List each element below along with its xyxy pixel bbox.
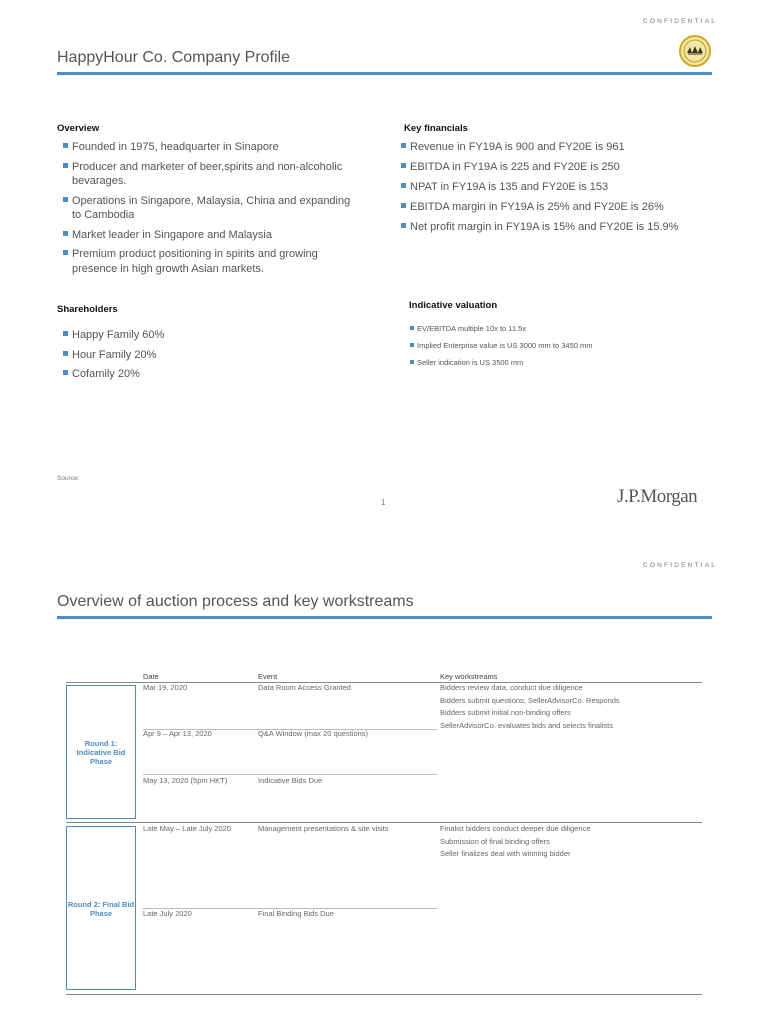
list-item: Founded in 1975, headquarter in Sinapore xyxy=(57,140,357,155)
list-item: Market leader in Singapore and Malaysia xyxy=(57,228,357,243)
round-1-date-1: Mar 19, 2020 xyxy=(143,683,188,692)
page-title: Overview of auction process and key workstreams xyxy=(57,593,414,610)
round-1-event-2: Q&A Window (max 20 questions) xyxy=(258,729,369,738)
workstream-item: Finalist bidders conduct deeper due diligence xyxy=(440,824,591,833)
round-divider xyxy=(66,822,702,823)
list-item: Producer and marketer of beer,spirits and non-alcoholic bevarages. xyxy=(57,160,357,189)
workstream-item: SellerAdvisorCo. evaluates bids and selects finalists xyxy=(440,720,614,730)
overview-section xyxy=(57,123,357,276)
overview-list xyxy=(57,140,357,276)
shareholders-heading: Shareholders xyxy=(57,304,118,315)
round-1-date-3: May 13, 2020 (5pm HKT) xyxy=(143,776,228,785)
row-divider xyxy=(143,774,437,775)
list-item: EV/EBITDA multiple 10x to 11.5x xyxy=(405,324,709,334)
title-rule xyxy=(57,616,712,619)
valuation-list xyxy=(405,324,709,368)
column-header-date: Date xyxy=(143,672,159,681)
list-item: Hour Family 20% xyxy=(57,348,357,363)
column-header-event: Event xyxy=(258,672,278,681)
happyhour-logo-icon xyxy=(679,35,711,67)
table-bottom-rule xyxy=(66,994,702,995)
shareholders-list xyxy=(57,328,357,382)
round-2-date-1: Late May – Late July 2020 xyxy=(143,824,231,833)
round-2-workstreams xyxy=(440,824,702,859)
list-item: Operations in Singapore, Malaysia, China and expanding to Cambodia xyxy=(57,194,357,223)
key-financials-heading: Key financials xyxy=(404,123,468,134)
workstream-item: Submission of final binding offers xyxy=(440,836,550,846)
round-1-box xyxy=(66,685,136,819)
round-2-event-2: Final Binding Bids Due xyxy=(258,909,334,918)
page-title: HappyHour Co. Company Profile xyxy=(57,49,290,66)
overview-heading: Overview xyxy=(57,123,100,134)
round-1-event-1: Data Room Access Granted xyxy=(258,683,351,692)
shareholders-section xyxy=(57,304,357,382)
list-item: Net profit margin in FY19A is 15% and FY20E is 15.9% xyxy=(395,220,714,235)
confidential-label: CONFIDENTIAL xyxy=(643,562,718,569)
key-financials-list xyxy=(395,140,714,235)
list-item: Happy Family 60% xyxy=(57,328,357,343)
list-item: Seller indication is US 3500 mm xyxy=(405,358,709,368)
jpmorgan-logo: J.P.Morgan xyxy=(617,486,698,507)
valuation-heading: Indicative valuation xyxy=(409,300,498,311)
page-number: 1 xyxy=(381,498,386,507)
title-rule xyxy=(57,72,712,75)
list-item: Premium product positioning in spirits and growing presence in high growth Asian markets. xyxy=(57,247,357,276)
workstream-item: Bidders submit initial non-binding offers xyxy=(440,708,571,717)
source-note: Source: xyxy=(57,475,80,482)
key-financials-section xyxy=(404,123,714,235)
list-item: NPAT in FY19A is 135 and FY20E is 153 xyxy=(395,180,714,195)
list-item: Cofamily 20% xyxy=(57,367,357,382)
round-1-workstreams xyxy=(440,683,702,731)
round-2-date-2: Late July 2020 xyxy=(143,909,192,918)
list-item: EBITDA in FY19A is 225 and FY20E is 250 xyxy=(395,160,714,175)
confidential-label: CONFIDENTIAL xyxy=(643,18,718,25)
round-2-box xyxy=(66,826,136,990)
round-1-date-2: Apr 9 – Apr 13, 2020 xyxy=(143,729,212,738)
round-1-event-3: Indicative Bids Due xyxy=(258,776,323,785)
column-header-workstreams: Key workstreams xyxy=(440,672,498,681)
valuation-section xyxy=(409,300,709,368)
round-2-label: Round 2: Final Bid Phase xyxy=(67,900,135,918)
list-item: Revenue in FY19A is 900 and FY20E is 961 xyxy=(395,140,714,155)
workstream-item: Seller finalizes deal with winning bidder xyxy=(440,849,571,858)
list-item: EBITDA margin in FY19A is 25% and FY20E is 26% xyxy=(395,200,714,215)
list-item: Implied Enterprise value is US 3000 mm to 3450 mm xyxy=(405,341,709,351)
workstream-item: Bidders review data, conduct due diligence xyxy=(440,683,583,692)
round-2-event-1: Management presentations & site visits xyxy=(258,824,389,833)
workstream-item: Bidders submit questions; SellerAdvisorCo. Responds xyxy=(440,695,620,705)
round-1-label: Round 1: Indicative Bid Phase xyxy=(76,739,126,766)
